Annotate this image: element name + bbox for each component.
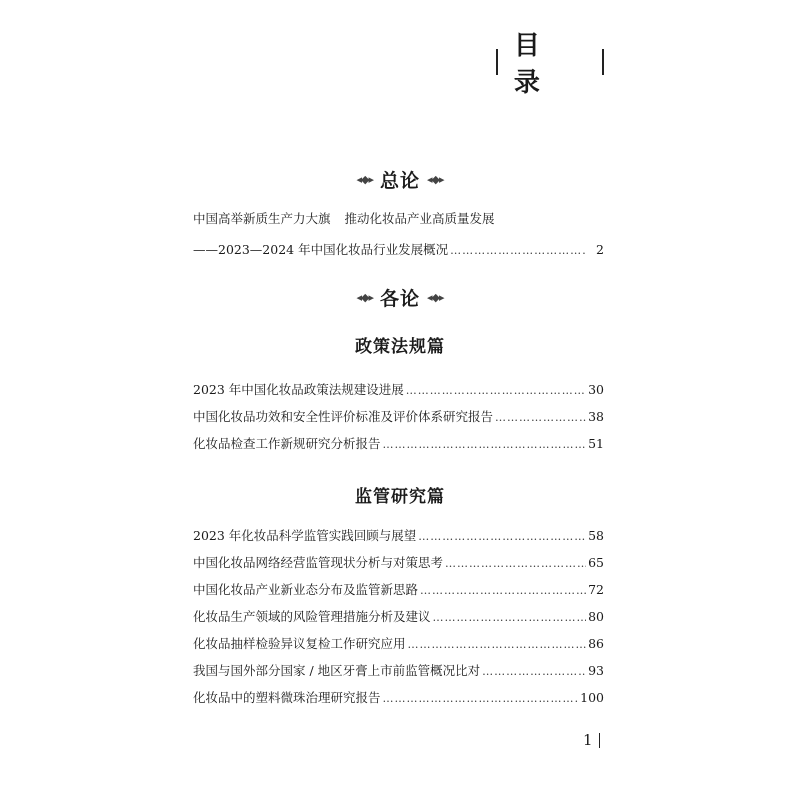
intro-entry-subtitle: ——2023—2024 年中国化妆品行业发展概况 xyxy=(193,242,449,257)
page-number-text: 1 xyxy=(583,731,593,749)
toc-item-title: 化妆品检查工作新规研究分析报告 xyxy=(193,436,381,451)
toc-item[interactable] xyxy=(193,630,604,657)
toc-item[interactable] xyxy=(193,549,604,576)
toc-item-title: 2023 年中国化妆品政策法规建设进展 xyxy=(193,382,404,397)
toc-item[interactable] xyxy=(193,657,604,684)
section-heading-general xyxy=(340,166,460,192)
title-left-bar xyxy=(496,49,498,75)
toc-item-title: 中国化妆品功效和安全性评价标准及评价体系研究报告 xyxy=(193,409,494,424)
toc-item[interactable] xyxy=(193,576,604,603)
leader-dots xyxy=(482,658,586,685)
toc-item-title: 中国化妆品网络经营监管现状分析与对策思考 xyxy=(193,555,444,570)
ornament-left-icon: ◂◆▸ xyxy=(356,172,373,186)
toc-item[interactable] xyxy=(193,403,604,430)
toc-item-page: 80 xyxy=(588,609,604,624)
intro-entry-line1[interactable] xyxy=(193,209,495,229)
toc-item-page: 93 xyxy=(588,663,604,678)
section-heading-text: 总论 xyxy=(379,169,420,192)
intro-entry-text-a: 中国高举新质生产力大旗 xyxy=(193,211,331,226)
chapter-title-policy: 政策法规篇 xyxy=(355,337,445,357)
page-number-bar xyxy=(599,733,601,748)
leader-dots xyxy=(495,404,586,431)
toc-item-page: 51 xyxy=(588,436,604,451)
intro-entry-line2[interactable] xyxy=(193,236,604,263)
intro-entry-page: 2 xyxy=(596,242,604,257)
leader-dots xyxy=(445,550,586,577)
toc-item[interactable] xyxy=(193,376,604,403)
leader-dots xyxy=(383,431,586,458)
toc-list-supervision xyxy=(193,522,604,711)
toc-list-policy xyxy=(193,376,604,457)
section-heading-specific xyxy=(340,284,460,310)
title-right-bar xyxy=(602,49,604,75)
toc-item[interactable] xyxy=(193,603,604,630)
leader-dots xyxy=(450,237,586,264)
toc-item-page: 72 xyxy=(588,582,604,597)
leader-dots xyxy=(406,377,586,404)
ornament-right-icon: ◂◆▸ xyxy=(427,290,444,304)
title-text: 目录 xyxy=(513,31,560,98)
toc-item-title: 化妆品中的塑料微珠治理研究报告 xyxy=(193,690,381,705)
page-title xyxy=(496,31,604,98)
ornament-right-icon: ◂◆▸ xyxy=(427,172,444,186)
toc-item-title: 化妆品生产领域的风险管理措施分析及建议 xyxy=(193,609,431,624)
leader-dots xyxy=(420,577,586,604)
leader-dots xyxy=(383,685,579,712)
leader-dots xyxy=(418,523,586,550)
section-heading-text: 各论 xyxy=(379,287,420,310)
toc-item-page: 30 xyxy=(588,382,604,397)
toc-item-page: 86 xyxy=(588,636,604,651)
leader-dots xyxy=(433,604,586,631)
toc-item[interactable] xyxy=(193,522,604,549)
page-number xyxy=(583,731,600,749)
toc-item-title: 我国与国外部分国家 / 地区牙膏上市前监管概况比对 xyxy=(193,663,481,678)
toc-item-title: 中国化妆品产业新业态分布及监管新思路 xyxy=(193,582,419,597)
leader-dots xyxy=(408,631,586,658)
chapter-title-supervision: 监管研究篇 xyxy=(355,487,445,507)
intro-entry-text-b: 推动化妆品产业高质量发展 xyxy=(344,211,495,226)
toc-item[interactable] xyxy=(193,684,604,711)
toc-item-page: 100 xyxy=(580,690,604,705)
toc-item-page: 38 xyxy=(588,409,604,424)
toc-item-title: 2023 年化妆品科学监管实践回顾与展望 xyxy=(193,528,417,543)
toc-item[interactable] xyxy=(193,430,604,457)
toc-item-page: 65 xyxy=(588,555,604,570)
ornament-left-icon: ◂◆▸ xyxy=(356,290,373,304)
toc-item-page: 58 xyxy=(588,528,604,543)
toc-item-title: 化妆品抽样检验异议复检工作研究应用 xyxy=(193,636,406,651)
